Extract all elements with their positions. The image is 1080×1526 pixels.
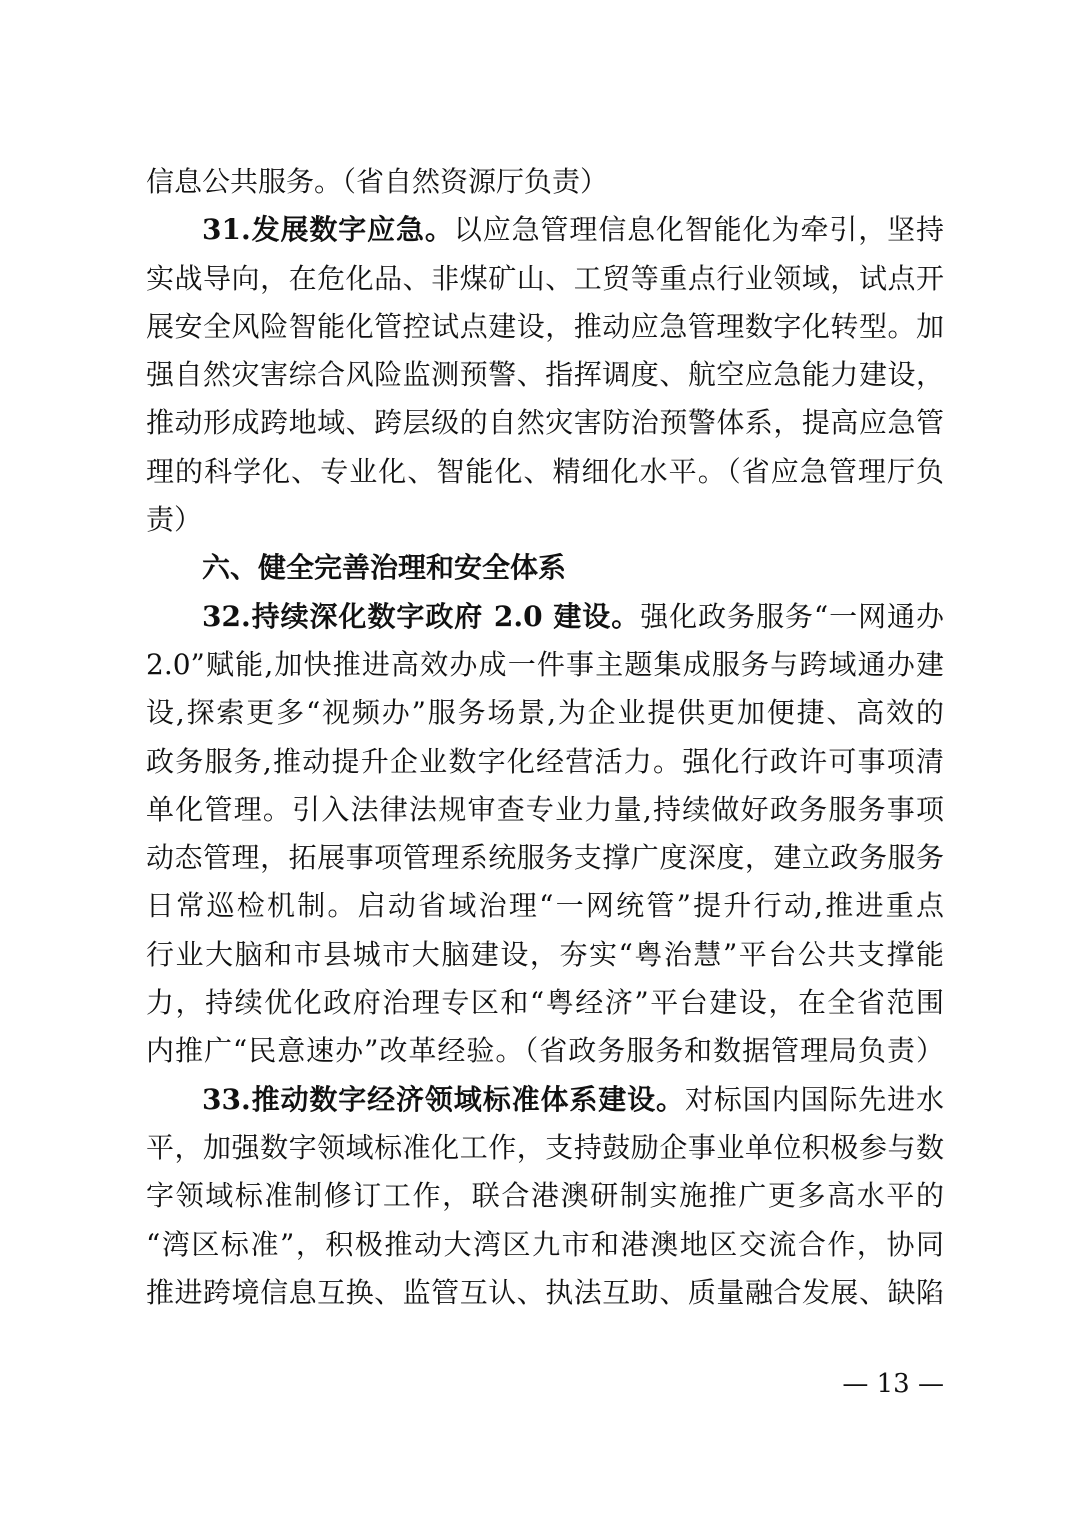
item-33-line: “湾区标准”，积极推动大湾区九市和港澳地区交流合作，协同 — [146, 1227, 944, 1261]
item-32-line: 行业大脑和市县城市大脑建设，夯实“粤治慧”平台公共支撑能 — [146, 937, 944, 971]
item-33-line: 推进跨境信息互换、监管互认、执法互助、质量融合发展、缺陷 — [146, 1275, 944, 1309]
item-31-line: 展安全风险智能化管控试点建设，推动应急管理数字化转型。加 — [146, 309, 944, 343]
item-32-line-1 — [146, 593, 944, 641]
item-32-line: 单化管理。引入法律法规审查专业力量,持续做好政务服务事项 — [146, 792, 944, 826]
item-32-line: 内推广“民意速办”改革经验。（省政务服务和数据管理局负责） — [146, 1034, 944, 1068]
item-33-line: 平，加强数字领域标准化工作，支持鼓励企事业单位积极参与数 — [146, 1130, 944, 1164]
item-32-line: 设,探索更多“视频办”服务场景,为企业提供更加便捷、高效的 — [146, 696, 944, 730]
section-title: 六、健全完善治理和安全体系 — [202, 551, 567, 585]
item-31-text: 以应急管理信息化智能化为牵引，坚持 — [453, 213, 944, 247]
item-32-heading: 32.持续深化数字政府 2.0 建设。 — [202, 599, 641, 633]
item-31-line: 实战导向，在危化品、非煤矿山、工贸等重点行业领域，试点开 — [146, 261, 944, 295]
item-31-heading: 31.发展数字应急。 — [202, 213, 454, 247]
item-32-line: 政务服务,推动提升企业数字化经营活力。强化行政许可事项清 — [146, 744, 944, 778]
item-31-line-1 — [146, 206, 944, 254]
item-32-line: 日常巡检机制。启动省域治理“一网统管”提升行动,推进重点 — [146, 889, 944, 923]
item-31-line: 理的科学化、专业化、智能化、精细化水平。（省应急管理厅负 — [146, 454, 944, 488]
item-32-line: 动态管理，拓展事项管理系统服务支撑广度深度，建立政务服务 — [146, 841, 944, 875]
item-33-text: 对标国内国际先进水 — [684, 1082, 944, 1116]
item-32-text: 强化政务服务“一网通办 — [640, 599, 944, 633]
page-number: — 13 — — [842, 1369, 944, 1399]
item-33-line: 字领域标准制修订工作，联合港澳研制实施推广更多高水平的 — [146, 1179, 944, 1213]
item-31-line: 强自然灾害综合风险监测预警、指挥调度、航空应急能力建设， — [146, 358, 944, 392]
item-31-line: 推动形成跨地域、跨层级的自然灾害防治预警体系，提高应急管 — [146, 406, 944, 440]
item-31-line: 责） — [146, 503, 203, 537]
document-body — [146, 158, 944, 1317]
paragraph-line: 信息公共服务。（省自然资源厅负责） — [146, 165, 609, 198]
item-32-line: 力，持续优化政府治理专区和“粤经济”平台建设，在全省范围 — [146, 986, 944, 1020]
item-32-line: 2.0”赋能,加快推进高效办成一件事主题集成服务与跨域通办建 — [146, 647, 944, 681]
item-33-heading: 33.推动数字经济领域标准体系建设。 — [202, 1082, 685, 1116]
item-33-line-1 — [146, 1076, 944, 1124]
